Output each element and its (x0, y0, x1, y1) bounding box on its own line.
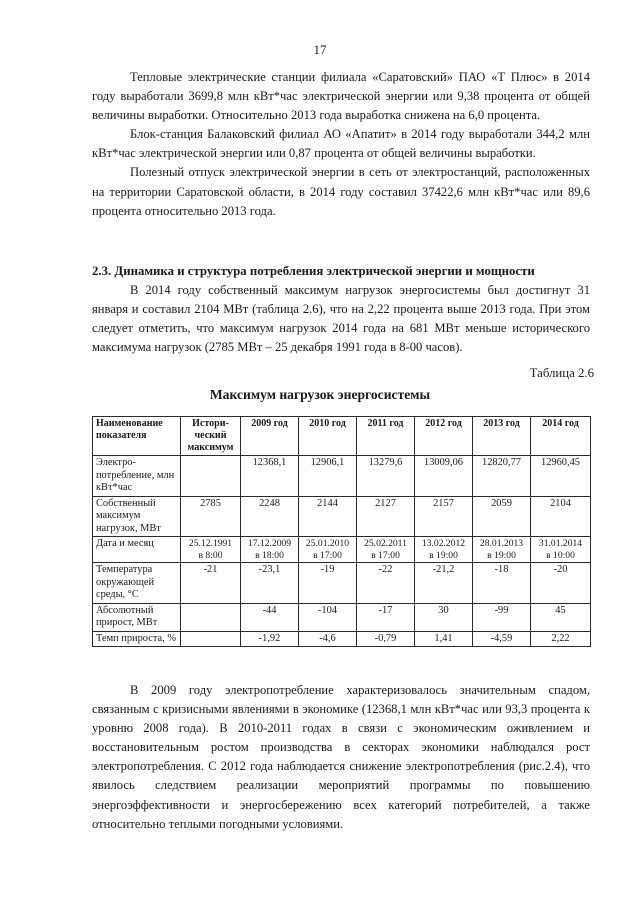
table-cell: 13279,6 (357, 456, 415, 497)
date-cell (299, 537, 357, 563)
table-cell: -22 (357, 563, 415, 604)
table-cell: 2059 (473, 496, 531, 537)
table-cell: 12368,1 (241, 456, 299, 497)
row-label: Дата и месяц (93, 537, 181, 563)
section-2-3 (92, 262, 590, 357)
table-cell: -23,1 (241, 563, 299, 604)
table-cell: 12960,45 (531, 456, 591, 497)
paragraph-tpp-output: Тепловые электрические станции филиала «Саратовский» ПАО «Т Плюс» в 2014 году выработали 3699,8 млн кВт*час электрической энергии или 9,38 процента от общей величины выработки. Относительно 2013 года выработка снижена на 6,0 процента. (92, 70, 590, 123)
table-cell: -19 (299, 563, 357, 604)
time-value: в 19:00 (487, 549, 516, 561)
date-value: 31.01.2014 (538, 538, 583, 549)
table-header-row (93, 417, 591, 456)
time-value: в 17:00 (371, 549, 400, 561)
table-cell: 12820,77 (473, 456, 531, 497)
column-header: 2013 год (473, 417, 531, 456)
table-cell: 13009,06 (415, 456, 473, 497)
row-label: Температура окружающей среды, °С (93, 563, 181, 604)
column-header: 2010 год (299, 417, 357, 456)
table-cell: -18 (473, 563, 531, 604)
row-label: Абсолютный прирост, МВт (93, 603, 181, 631)
row-label: Темп прироста, % (93, 631, 181, 647)
table-cell: 2104 (531, 496, 591, 537)
paragraph-block-station: Блок-станция Балаковский филиал АО «Апатит» в 2014 году выработали 344,2 млн кВт*час электрической энергии или 0,87 процента от общей величины выработки. (92, 127, 590, 161)
table-cell: -4,59 (473, 631, 531, 647)
table-cell: -44 (241, 603, 299, 631)
paragraph-peak-load: В 2014 году собственный максимум нагрузок энергосистемы был достигнут 31 января и составил 2104 МВт (таблица 2.6), что на 2,22 процента выше 2013 года. При этом следует отметить, что максимум нагрузок 2014 года на 681 МВт меньше исторического максимума нагрузок (2785 МВт – 25 декабря 1991 года в 8-00 часов). (92, 283, 590, 355)
table-cell: 2785 (181, 496, 241, 537)
table-cell: -21,2 (415, 563, 473, 604)
table-cell: 12906,1 (299, 456, 357, 497)
date-value: 17.12.2009 (247, 538, 292, 549)
conclusion-text-block (92, 681, 590, 834)
row-label: Электро-потребление, млн кВт*час (93, 456, 181, 497)
table-cell: 2144 (299, 496, 357, 537)
table-cell: 45 (531, 603, 591, 631)
date-value: 28.01.2013 (479, 538, 524, 549)
table-label: Таблица 2.6 (529, 366, 594, 380)
section-heading: 2.3. Динамика и структура потребления электрической энергии и мощности (92, 264, 535, 278)
column-header: 2009 год (241, 417, 299, 456)
table-cell: 2,22 (531, 631, 591, 647)
table-cell: -99 (473, 603, 531, 631)
column-header: Наименование показателя (93, 417, 181, 456)
row-label: Собственный максимум нагрузок, МВт (93, 496, 181, 537)
table-cell: -0,79 (357, 631, 415, 647)
paragraph-consumption-dynamics: В 2009 году электропотребление характеризовалось значительным спадом, связанным с кризисными явлениями в экономике (12368,1 млн кВт*час или 93,3 процента к уровню 2008 года). В 2010-2011 годах в связи с экономическим оживлением и восстановительным ростом производства в секторах экономики наблюдался рост электропотребления. С 2012 года наблюдается снижение электропотребления (рис.2.4), что явилось следствием реализации мероприятий программы по повышению энергоэффективности и энергосбережению всех категорий потребителей, а также относительно теплыми погодными условиями. (92, 683, 590, 831)
date-cell (241, 537, 299, 563)
table-cell: 2248 (241, 496, 299, 537)
table-cell: -20 (531, 563, 591, 604)
table-row-growth-rate (93, 631, 591, 647)
page-number: 17 (313, 42, 327, 57)
table-row-date (93, 537, 591, 563)
date-cell (357, 537, 415, 563)
intro-text-block (92, 68, 590, 221)
table-row-peak-load (93, 496, 591, 537)
table-cell (181, 631, 241, 647)
table-title: Максимум нагрузок энергосистемы (209, 387, 431, 402)
table-row-consumption (93, 456, 591, 497)
time-value: в 19:00 (429, 549, 458, 561)
date-cell (531, 537, 591, 563)
date-value: 25.01.2010 (305, 538, 350, 549)
paragraph-grid-supply: Полезный отпуск электрической энергии в сеть от электростанций, расположенных на территории Саратовской области, в 2014 году составил 37422,6 млн кВт*час или 89,6 процента относительно 2013 года. (92, 165, 590, 218)
date-value: 25.12.1991 (188, 538, 233, 549)
table-cell: -21 (181, 563, 241, 604)
date-value: 25.02.2011 (364, 538, 407, 549)
table-cell (181, 603, 241, 631)
table-cell: 2127 (357, 496, 415, 537)
table-cell: 30 (415, 603, 473, 631)
time-value: в 17:00 (313, 549, 342, 561)
peak-load-table (92, 416, 591, 647)
column-header: 2014 год (531, 417, 591, 456)
table-cell: 1,41 (415, 631, 473, 647)
column-header: Истори-ческий максимум (181, 417, 241, 456)
date-cell (415, 537, 473, 563)
column-header: 2011 год (357, 417, 415, 456)
table-cell: 2157 (415, 496, 473, 537)
table-cell: -17 (357, 603, 415, 631)
date-cell (473, 537, 531, 563)
table-cell: -1,92 (241, 631, 299, 647)
table-row-temperature (93, 563, 591, 604)
time-value: в 10:00 (546, 549, 575, 561)
table-cell (181, 456, 241, 497)
date-value: 13.02.2012 (421, 538, 466, 549)
date-cell (181, 537, 241, 563)
time-value: в 18:00 (255, 549, 284, 561)
table-row-absolute-growth (93, 603, 591, 631)
column-header: 2012 год (415, 417, 473, 456)
time-value: в 8:00 (198, 549, 223, 561)
table-cell: -4,6 (299, 631, 357, 647)
table-cell: -104 (299, 603, 357, 631)
